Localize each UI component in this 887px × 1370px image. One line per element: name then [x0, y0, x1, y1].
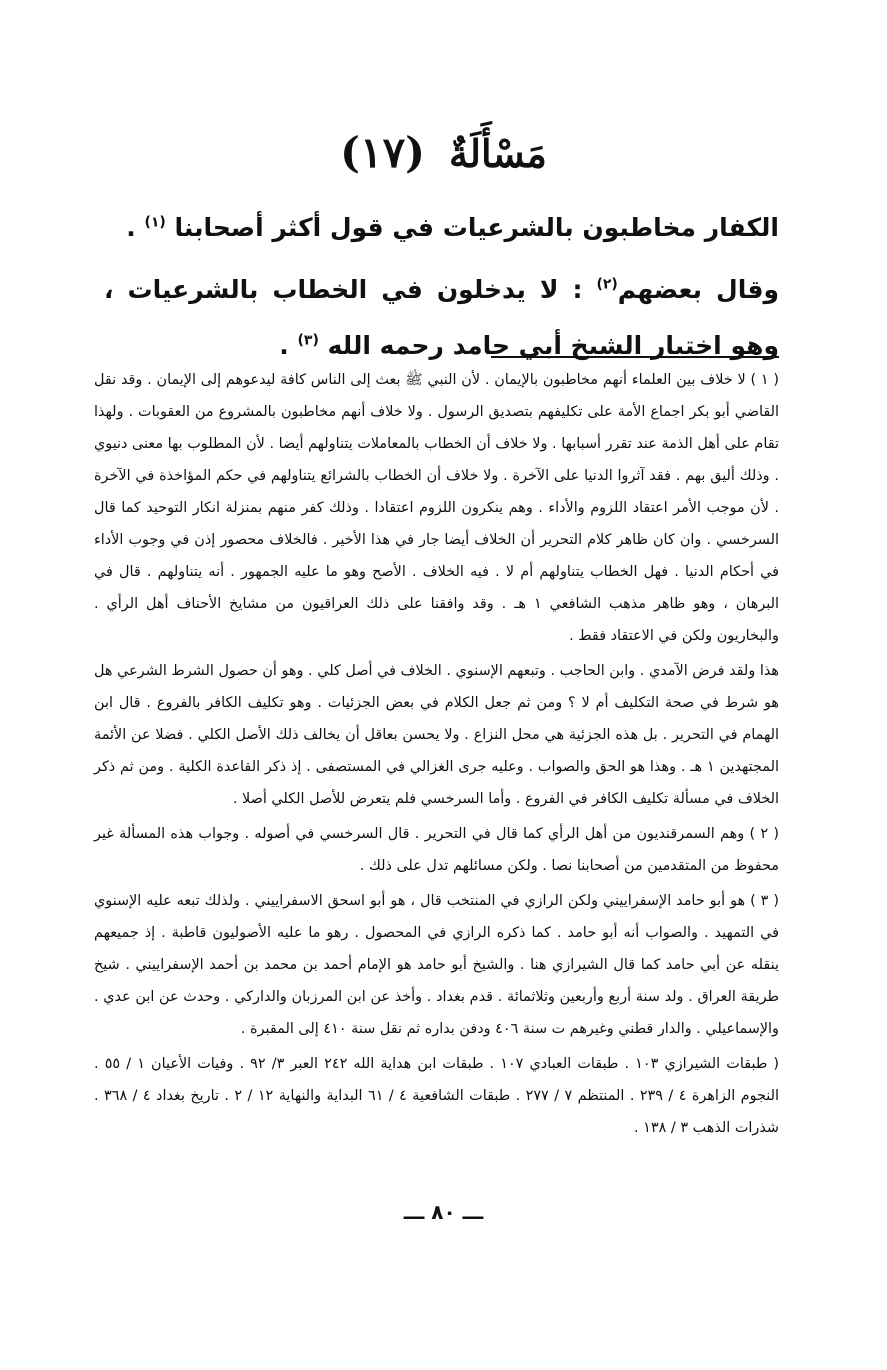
footnotes [94, 364, 779, 1147]
footnote-divider [491, 356, 779, 358]
footnote-ref-3: (٣) [297, 332, 319, 349]
issue-number: (١٧) [340, 128, 426, 177]
issue-heading-word: مَسْأَلَةٌ [449, 131, 547, 176]
main-text [104, 200, 779, 380]
footnote-2: ( ٢ ) وهم السمرقنديون من أهل الرأي كما قال في التحرير . قال السرخسي في أصوله . وجواب هذه المسألة غير محفوظ من المتقدمين من أصحابنا نصا . ولكن مسائلهم تدل على ذلك . [94, 826, 780, 874]
main-paragraph-2-end: . [279, 331, 289, 360]
footnote-3-sources: ( طبقات الشيرازي ١٠٣ . طبقات العبادي ١٠٧ . طبقات ابن هداية الله ٢٤٢ العبر ٣/ ٩٢ . وفيات الأعيان ١ / ٥٥ . النجوم الزاهرة ٤ / ٢٣٩ . المنتظم ٧ / ٢٧٧ . طبقات الشافعية ٤ / ٦١ البداية والنهاية ١٢ / ٢ . تاريخ بغداد ٤ / ٣٦٨ . شذرات الذهب ٣ / ١٣٨ . [94, 1056, 780, 1136]
page-number: ـــ ٨٠ ـــ [403, 1200, 484, 1224]
issue-header [0, 128, 887, 177]
main-paragraph-1-end: . [126, 213, 136, 242]
main-paragraph-1-text: الكفار مخاطبون بالشرعيات في قول أكثر أصحابنا [174, 213, 779, 242]
footnote-ref-2: (٢) [596, 276, 618, 293]
footnote-1-continued: هذا ولقد فرض الآمدي . وابن الحاجب . وتبعهم الإسنوي . الخلاف في أصل كلي . وهو أن حصول الشرط الشرعي هل هو شرط في صحة التكليف أم لا ؟ ومن ثم جعل الكلام في بعض الجزئيات . وهو تكليف الكافر بالفروع . قال ابن الهمام في التحرير . بل هذه الجزئية هي محل النزاع . ولا يحسن بعاقل أن يخالف ذلك الأصل الكلي . فضلا عن الأئمة المجتهدين ١ هـ . وهذا هو الحق والصواب . وعليه جرى الغزالي في المستصفى . إذ ذكر القاعدة الكلية . ومن ثم ذكر الخلاف في مسألة تكليف الكافر في الفروع . وأما السرخسي فلم يتعرض للأصل الكلي أصلا . [94, 663, 779, 807]
main-paragraph-2-text: : لا يدخلون في الخطاب بالشرعيات ، وهو اختيار الشيخ أبي حامد رحمه الله [104, 275, 779, 360]
footnote-1: ( ١ ) لا خلاف بين العلماء أنهم مخاطبون بالإيمان . لأن النبي ﷺ بعث إلى الناس كافة ليدعوهم إلى الإيمان . وقد نقل القاضي أبو بكر اجماع الأمة على تكليفهم بتصديق الرسول . ولا خلاف أنهم مخاطبون بالمشروع من العقوبات . ولهذا تقام على أهل الذمة عند تقرر أسبابها . ولا خلاف أن الخطاب بالمعاملات يتناولهم أيضا . لأن المطلوب بها معنى دنيوي . وذلك أليق بهم . فقد آثروا الدنيا على الآخرة . ولا خلاف أن الخطاب بالشرائع يتناولهم في حكم المؤاخذة في الآخرة . لأن موجب الأمر اعتقاد اللزوم والأداء . وهم ينكرون اللزوم اعتقادا . وذلك كفر منهم بمنزلة انكار التوحيد كما قال السرخسي . وان كان ظاهر كلام التحرير أن الخلاف أيضا جار في هذا الأخير . فالخلاف محصور إذن في وجوب الأداء في أحكام الدنيا . فهل الخطاب يتناولهم أم لا . فيه الخلاف . الأصح وهو ما عليه الجمهور . أنه يتناولهم . قال في البرهان ، وهو ظاهر مذهب الشافعي ١ هـ . وقد وافقنا على ذلك العراقيون من مشايخ الأحناف أهل الرأي . والبخاريون ولكن في الاعتقاد فقط . [94, 372, 779, 644]
main-paragraph-1 [104, 200, 779, 256]
footnote-3: ( ٣ ) هو أبو حامد الإسفراييني ولكن الرازي في المنتخب قال ، هو أبو اسحق الاسفراييني . ولذلك تبعه عليه الإسنوي في التمهيد . والصواب أنه أبو حامد . كما ذكره الرازي في المحصول . رهو ما عليه الأصوليون قاطبة . إذ جميعهم ينقله عن أبي حامد كما قال الشيرازي هنا . والشيخ أبو حامد هو الإمام أحمد بن محمد بن أحمد الإسفراييني . شيخ طريقة العراق . ولد سنة أربع وأربعين وثلاثمائة . قدم بغداد . وأخذ عن ابن المرزبان والداركي . وحدث عن ابن عدي . والإسماعيلي . والدار قطني وغيرهم ت سنة ٤٠٦ ودفن بداره ثم نقل سنة ٤١٠ إلى المقبرة . [94, 893, 779, 1037]
footnote-ref-1: (١) [144, 214, 166, 231]
main-paragraph-2-start: وقال بعضهم [617, 275, 779, 304]
